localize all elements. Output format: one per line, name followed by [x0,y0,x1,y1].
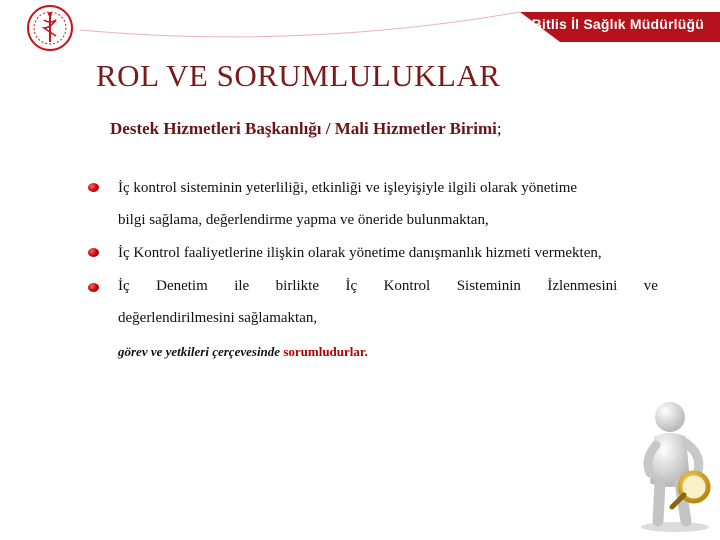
bullet-3-word: Denetim [156,278,208,294]
bullet-1-line-1: İç kontrol sisteminin yeterliliği, etkinliği ve işleyişiyle ilgili olarak yönetime [118,180,578,196]
unit-subtitle-text: Destek Hizmetleri Başkanlığı / Mali Hizmetler Birimi [110,119,497,138]
bullet-3-word: birlikte [275,278,319,294]
bullet-3-word: Sisteminin [456,278,521,294]
bullet-3-word: Kontrol [383,278,431,294]
closing-statement [118,344,368,360]
bullet-3-word: İç [118,278,130,294]
bullet-3-word: İzlenmesini [547,278,618,294]
ministry-of-health-seal-icon [26,4,74,52]
closing-emphasis: sorumludurlar. [283,344,368,359]
organization-name: Bitlis İl Sağlık Müdürlüğü [531,16,704,32]
bullet-marker-3 [88,283,99,292]
bullet-3-line-1 [118,278,658,295]
3d-person-with-magnifying-glass-icon [620,395,720,535]
bullet-3-line-2: değerlendirilmesini sağlamaktan, [118,310,318,326]
bullet-3-word: ve [643,278,658,294]
bullet-3-word: İç [345,278,358,294]
page-title: ROL VE SORUMLULUKLAR [96,58,501,93]
bullet-2-line-1: İç Kontrol faaliyetlerine ilişkin olarak yönetime danışmanlık hizmeti vermekten, [118,245,602,261]
unit-subtitle-suffix: ; [496,119,502,138]
bullet-3-word: ile [234,278,250,294]
bullet-marker-2 [88,248,99,257]
closing-prefix: görev ve yetkileri çerçevesinde [118,344,284,359]
unit-subtitle [110,119,502,139]
bullet-1-line-2: bilgi sağlama, değerlendirme yapma ve öneride bulunmaktan, [118,212,489,228]
bullet-marker-1 [88,183,99,192]
